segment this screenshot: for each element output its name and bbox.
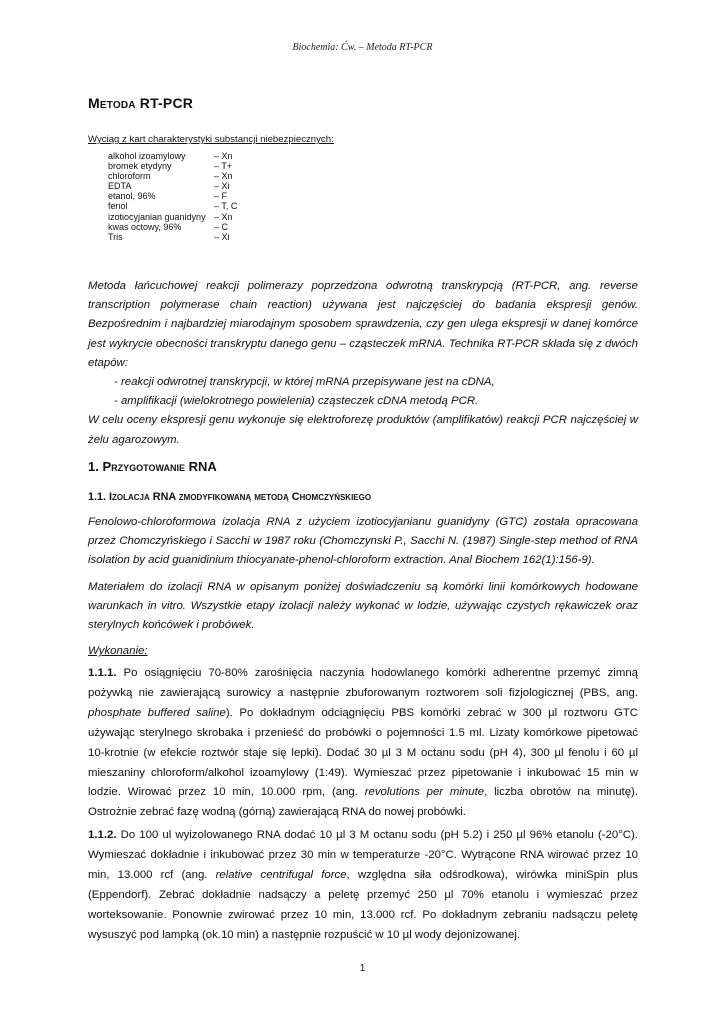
intro-bullet: - reakcji odwrotnej transkrypcji, w której mRNA przepisywane jest na cDNA, — [114, 376, 495, 389]
substance-row — [108, 151, 237, 161]
intro-section — [88, 277, 638, 450]
procedure-heading: Wykonanie: — [88, 645, 148, 657]
substance-name: bromek etydyny — [108, 161, 172, 172]
section-heading: 1. Przygotowanie RNA — [88, 459, 217, 474]
hazard-code: – T+ — [214, 161, 233, 172]
step-term: phosphate buffered saline — [88, 706, 226, 719]
substance-name: etanol, 96% — [108, 191, 156, 202]
hazard-code: – Xn — [214, 151, 233, 161]
substance-row — [108, 161, 237, 171]
substance-row — [108, 191, 237, 201]
intro-paragraph: W celu oceny ekspresji genu wykonuje się elektroforezę produktów (amplifikatów) reakcji PCR najczęściej w żelu agarozowym. — [88, 414, 638, 446]
hazard-code: – Xn — [214, 171, 233, 182]
substance-name: alkohol izoamylowy — [108, 151, 186, 161]
substance-row — [108, 171, 237, 181]
hazard-code: – F — [214, 191, 228, 202]
method-paragraph: Fenolowo-chloroformowa izolacja RNA z użyciem izotiocyjanianu guanidyny (GTC) została opracowana przez Chomczyńskiego i Sacchi w 1987 roku (Chomczynski P., Sacchi N. (1987) Single-step method of RNA isolation by acid guanidinium thiocyanate-phenol-chloroform extraction. Anal Biochem 162(1):156-9). — [88, 516, 638, 567]
substance-row — [108, 181, 237, 191]
step-text: ). Po dokładnym odciągnięciu PBS komórki zebrać w 300 µl roztworu GTC używając sterylnego skrobaka i przenieść do probówki o pojemności 1.5 ml. Lizaty komórkowe pipetować 10-krotnie (w efekcie roztwór staje się lepki). Dodać 30 µl 3 M octanu sodu (pH 4), 300 µl fenolu i 60 µl mieszaniny chloroform/alkohol izoamylowy (1:49). Wymieszać przez pipetowanie i inkubować 15 min w lodzie. Wirować przez 10 min, 10.000 rpm, (ang. — [88, 706, 639, 799]
hazard-code: – Xi — [214, 181, 230, 192]
running-header: Biochemia: Ćw. – Metoda RT-PCR — [292, 42, 433, 53]
method-description — [88, 513, 638, 642]
procedure-step — [88, 826, 638, 945]
step-text: , liczba obrotów na minutę). Ostrożnie zebrać fazę wodną (górną) zawierającą RNA do nowej probówki. — [88, 786, 638, 819]
substance-row — [108, 232, 237, 242]
substance-row — [108, 201, 237, 211]
page-number: 1 — [359, 963, 366, 974]
substance-name: chloroform — [108, 171, 151, 182]
step-text: Po osiągnięciu 70-80% zarośnięcia naczynia hodowlanego komórki adherentne przemyć zimną pożywką nie zawierającą surowicy a następnie zbuforowanym roztworem soli fizjologicznej (PBS, ang. — [88, 667, 638, 699]
intro-paragraph: Metoda łańcuchowej reakcji polimerazy poprzedzona odwrotną transkrypcją (RT-PCR, ang. reverse transcription polymerase chain reaction) używana jest najczęściej do badania ekspresji genów. Bezpośrednim i najbardziej miarodajnym sposobem sprawdzenia, czy gen ulega ekspresji w danej komórce jest wykrycie obecności transkryptu danego genu – cząsteczek mRNA. Technika RT-PCR składa się z dwóch etapów: — [88, 280, 638, 369]
substance-row — [108, 212, 237, 222]
substance-name: Tris — [108, 231, 123, 242]
step-text: , względna siła odśrodkowa), wirówka miniSpin plus (Eppendorf). Zebrać dokładnie nadsączy a peletę przemyć 250 µl 70% etanolu i wymieszać przez worteksowanie. Ponownie zwirować przez 10 min, 13.000 rcf. Po dokładnym zebraniu nadsączu peletę wysuszyć pod lampką (ok.10 min) a następnie rozpuścić w 10 µl wody dejonizowanej. — [88, 868, 638, 941]
hazard-code: – Xi — [214, 231, 230, 242]
step-number: 1.1.1. — [88, 667, 117, 679]
intro-bullet: - amplifikacji (wielokrotnego powielenia) cząsteczek cDNA metodą PCR. — [114, 395, 479, 408]
substance-name: kwas octowy, 96% — [108, 221, 182, 232]
substance-name: fenol — [108, 201, 128, 212]
substance-name: izotiocyjanian guanidyny — [108, 211, 206, 222]
subsection-heading: 1.1. Izolacja RNA zmodyfikowaną metodą Chomczyńskiego — [88, 491, 372, 503]
step-text: Do 100 ul wyizolowanego RNA dodać 10 µl 3 M octanu sodu (pH 5.2) i 250 µl 96% etanolu (-20°C). Wymieszać dokładnie i inkubować przez 30 min w temperaturze -20°C. Wytrącone RNA wirować przez 10 min, 13.000 rcf (ang. — [88, 829, 638, 881]
substance-name: EDTA — [108, 181, 132, 192]
document-title: Metoda RT-PCR — [88, 95, 194, 111]
hazard-code: – T, C — [214, 201, 238, 212]
method-paragraph: Materiałem do izolacji RNA w opisanym poniżej doświadczeniu są komórki linii komórkowych hodowane warunkach in vitro. Wszystkie etapy izolacji należy wykonać w lodzie, używając czystych rękawiczek oraz sterylnych końcówek i probówek. — [88, 580, 638, 632]
hazard-code: – C — [214, 221, 229, 232]
step-term: relative centrifugal force — [215, 868, 347, 881]
substance-row — [108, 222, 237, 232]
procedure-step — [88, 664, 638, 823]
step-number: 1.1.2. — [88, 829, 117, 841]
substances-list — [108, 151, 237, 242]
step-term: revolutions per minute — [364, 786, 485, 799]
hazard-code: – Xn — [214, 211, 233, 222]
substances-heading: Wyciąg z kart charakterystyki substancji niebezpiecznych: — [88, 134, 334, 145]
